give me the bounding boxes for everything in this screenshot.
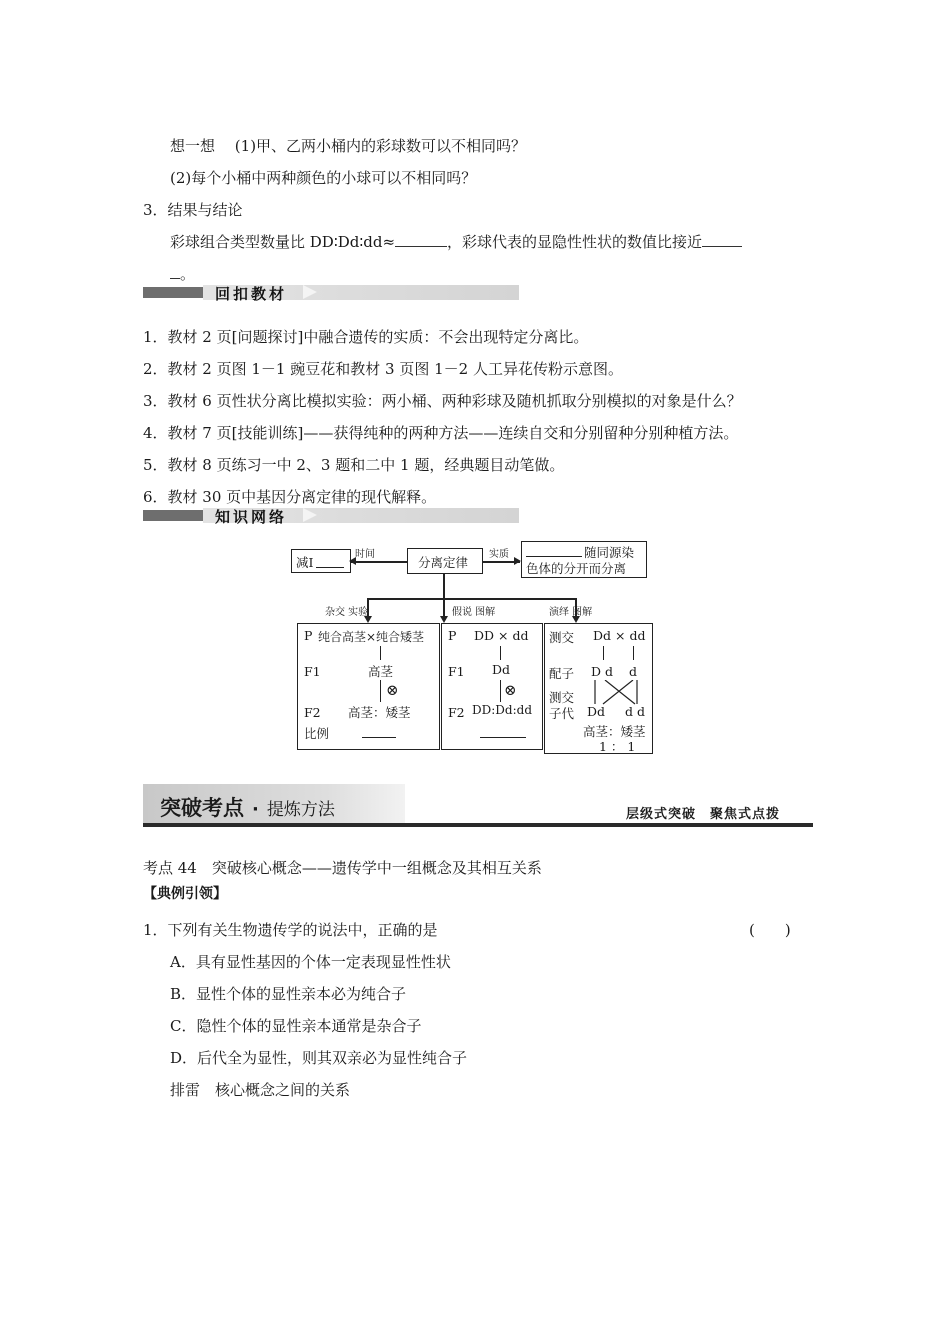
answer-blank[interactable] bbox=[480, 737, 526, 738]
law-label: 分离定律 bbox=[418, 555, 469, 570]
option-d: D．后代全为显性，则其双亲必为显性纯合子 bbox=[170, 1049, 468, 1067]
review-item: 5．教材 8 页练习一中 2、3 题和二中 1 题，经典题目动笔做。 bbox=[143, 456, 565, 474]
p-label: P bbox=[304, 628, 313, 643]
essence-text-2: 色体的分开而分离 bbox=[526, 561, 627, 576]
example-label: 【典例引领】 bbox=[143, 886, 227, 902]
essence-label: 实质 bbox=[489, 549, 509, 560]
answer-blank[interactable] bbox=[395, 232, 447, 247]
option-b: B．显性个体的显性亲本必为纯合子 bbox=[170, 985, 407, 1003]
connector-line bbox=[500, 646, 501, 660]
think-label: 想一想 bbox=[170, 137, 216, 155]
section-header-review bbox=[143, 285, 519, 303]
self-cross-icon: ⊗ bbox=[504, 681, 517, 699]
think-line-1 bbox=[170, 136, 526, 156]
p-text: DD × dd bbox=[474, 628, 529, 643]
review-item: 1．教材 2 页[问题探讨]中融合遗传的实质：不会出现特定分离比。 bbox=[143, 328, 589, 346]
result-text-a: 彩球组合类型数量比 DD∶Dd∶dd≈ bbox=[170, 233, 396, 251]
answer-blank[interactable] bbox=[526, 556, 582, 557]
banner-rule bbox=[143, 823, 813, 827]
connector-line bbox=[367, 598, 575, 600]
question-1-stem: 1．下列有关生物遗传学的说法中，正确的是 bbox=[143, 921, 438, 939]
meiosis-label: 减Ⅰ bbox=[296, 555, 314, 570]
f2-text: 高茎：矮茎 bbox=[348, 705, 411, 720]
connector-line bbox=[380, 680, 381, 702]
testcross-text: Dd × dd bbox=[593, 628, 646, 643]
p-text: 纯合高茎×纯合矮茎 bbox=[318, 630, 425, 644]
branch-label-cross: 杂交 实验 bbox=[325, 607, 369, 618]
answer-blank[interactable] bbox=[316, 567, 344, 568]
gamete-right: d bbox=[629, 664, 638, 679]
offspring-right: d d bbox=[625, 704, 645, 719]
review-item: 2．教材 2 页图 1－1 豌豆花和教材 3 页图 1－2 人工异花传粉示意图。 bbox=[143, 360, 623, 378]
result-period: 。 bbox=[180, 265, 196, 283]
question-1: (1)甲、乙两小桶内的彩球数可以不相同吗？ bbox=[234, 137, 527, 155]
connector-line bbox=[603, 646, 604, 660]
connector-line bbox=[443, 573, 445, 598]
item-3-title: 结果与结论 bbox=[167, 201, 243, 219]
panel-cross-experiment bbox=[297, 623, 440, 750]
kaodian-heading: 考点 44 突破核心概念——遗传学中一组概念及其相互关系 bbox=[143, 859, 542, 877]
review-item: 4．教材 7 页[技能训练]——获得纯种的两种方法——连续自交和分别留种分别种植方法。 bbox=[143, 424, 739, 442]
answer-blank[interactable] bbox=[362, 737, 396, 738]
phenotype-text: 高茎：矮茎 bbox=[583, 724, 646, 739]
diagram-box-meiosis bbox=[291, 549, 351, 573]
banner-title bbox=[160, 792, 335, 822]
f2-label: F2 bbox=[304, 705, 321, 720]
connector-line bbox=[380, 646, 381, 660]
result-line bbox=[170, 232, 742, 252]
result-text-b: ，彩球代表的显隐性性状的数值比接近 bbox=[447, 233, 703, 251]
hint-line: 排雷 核心概念之间的关系 bbox=[170, 1081, 351, 1099]
gamete-label: 配子 bbox=[549, 666, 575, 681]
option-c: C．隐性个体的显性亲本通常是杂合子 bbox=[170, 1017, 422, 1035]
f1-label: F1 bbox=[304, 664, 321, 679]
time-label: 时间 bbox=[355, 549, 375, 560]
f1-text: 高茎 bbox=[368, 664, 394, 679]
connector-line bbox=[500, 680, 501, 702]
chevron-right-icon bbox=[303, 508, 317, 522]
review-item: 3．教材 6 页性状分离比模拟实验：两小桶、两种彩球及随机抓取分别模拟的对象是什么？ bbox=[143, 392, 742, 410]
diagram-box-law bbox=[407, 548, 483, 574]
f2-text: DD:Dd:dd bbox=[472, 703, 532, 717]
chevron-right-icon bbox=[303, 285, 317, 299]
item-3-heading bbox=[143, 200, 243, 220]
item-3-number: 3． bbox=[143, 201, 168, 219]
answer-paren: ( ) bbox=[749, 921, 791, 939]
arrow-down-icon bbox=[440, 616, 448, 623]
ratio-text: 1 ： 1 bbox=[599, 739, 636, 754]
essence-text-1: 随同源染 bbox=[584, 545, 635, 560]
f2-label: F2 bbox=[448, 705, 465, 720]
answer-blank[interactable] bbox=[170, 264, 180, 279]
f1-text: Dd bbox=[492, 662, 511, 677]
self-cross-icon: ⊗ bbox=[386, 681, 399, 699]
arrow-left-icon bbox=[349, 557, 356, 565]
panel-testcross bbox=[544, 623, 653, 754]
answer-blank[interactable] bbox=[702, 232, 742, 247]
section-header-network bbox=[143, 508, 519, 526]
branch-label-deduction: 演绎 图解 bbox=[549, 607, 593, 618]
section-title: 知识网络 bbox=[215, 508, 288, 526]
section-title: 回扣教材 bbox=[215, 285, 288, 303]
review-item: 6．教材 30 页中基因分离定律的现代解释。 bbox=[143, 488, 437, 506]
banner-main: 突破考点 bbox=[160, 796, 244, 820]
p-label: P bbox=[448, 628, 457, 643]
offspring-label-1: 测交 bbox=[549, 690, 575, 705]
gamete-cross-lines-icon bbox=[589, 680, 643, 706]
f1-label: F1 bbox=[448, 664, 465, 679]
offspring-label-2: 子代 bbox=[549, 706, 575, 721]
panel-hypothesis bbox=[441, 623, 543, 750]
branch-label-hypothesis: 假说 图解 bbox=[452, 607, 496, 618]
gamete-left: D d bbox=[591, 664, 613, 679]
banner-subtitle: 提炼方法 bbox=[266, 800, 335, 820]
banner-right-text: 层级式突破 聚焦式点拨 bbox=[626, 807, 781, 822]
testcross-label: 测交 bbox=[549, 630, 575, 645]
connector-line bbox=[350, 561, 407, 563]
diagram-box-essence bbox=[521, 541, 647, 578]
option-a: A．具有显性基因的个体一定表现显性性状 bbox=[170, 953, 451, 971]
question-2: (2)每个小桶中两种颜色的小球可以不相同吗？ bbox=[170, 169, 477, 187]
result-line-end bbox=[170, 264, 195, 284]
connector-line bbox=[633, 646, 634, 660]
ratio-label: 比例 bbox=[304, 726, 330, 741]
arrow-right-icon bbox=[514, 557, 521, 565]
banner-dot: · bbox=[252, 799, 259, 820]
offspring-left: Dd bbox=[587, 704, 606, 719]
